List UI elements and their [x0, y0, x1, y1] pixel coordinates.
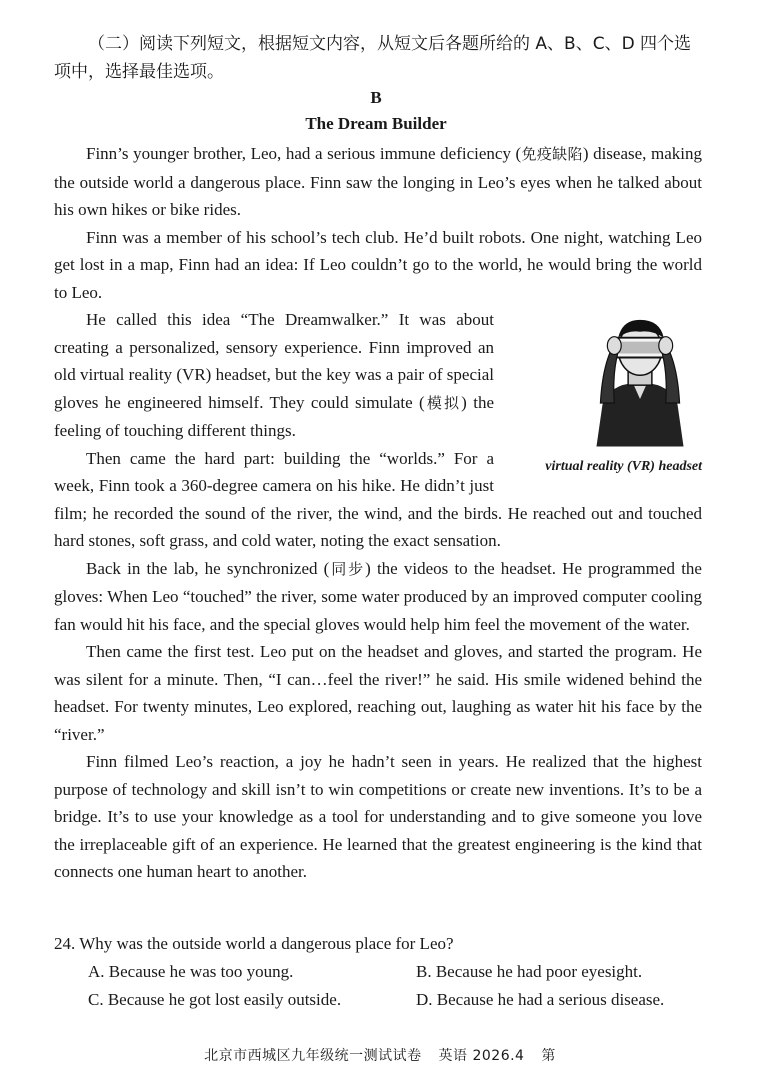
question-24 [54, 930, 714, 1014]
passage-body [54, 140, 702, 886]
figure-caption: virtual reality (VR) headset [545, 458, 702, 474]
paragraph-2: Finn was a member of his school’s tech club. He’d built robots. One night, watching Leo get lost in a map, Finn had an idea: If Leo couldn’t go to the world, he would bring the world to Leo. [54, 227, 702, 302]
question-stem: 24. Why was the outside world a dangerous place for Leo? [54, 934, 454, 953]
paragraph-5: Back in the lab, he synchronized (同步) the videos to the headset. He programmed the gloves: When Leo “touched” the river, some water produced by an improved computer cooling fan would hit his face, and the special gloves would help him feel the movement of the water. [54, 558, 702, 634]
paragraph-7: Finn filmed Leo’s reaction, a joy he hadn’t seen in years. He realized that the highest purpose of technology and skill isn’t to win competitions or create new inventions. It’s to be a bridge. It’s to use your knowledge as a tool for understanding and to give someone you love the irreplaceable gift of an experience. He learned that the greatest engineering is the kind that connects one human heart to another. [54, 752, 702, 881]
vr-figure [516, 308, 702, 480]
footer-exam-name: 北京市西城区九年级统一测试试卷 [204, 1048, 422, 1064]
section-instruction: （二）阅读下列短文，根据短文内容，从短文后各题所给的 A、B、C、D 四个选项中，选择最佳选项。 [54, 34, 692, 82]
vr-headset-illustration [592, 308, 688, 447]
answer-options [88, 958, 714, 1014]
paragraph-3: virtual reality (VR) headset He called this idea “The Dreamwalker.” It was about creating a personalized, sensory experience. Finn improved an old virtual reality (VR) headset, but the key was a pair of special gloves he engineered himself. They could simulate (模拟) the feeling of touching different things. [54, 306, 702, 445]
page-footer [0, 1045, 760, 1065]
footer-subject: 英语 2026.4 [438, 1048, 525, 1064]
footer-page-label: 第 [541, 1048, 556, 1064]
paragraph-6: Then came the first test. Leo put on the headset and gloves, and started the program. He was silent for a minute. Then, “I can…feel the river!” he said. His smile widened behind the headset. For twenty minutes, Leo explored, reaching out, laughing as water hit his face by the “river.” [54, 642, 702, 744]
paragraph-4: Then came the hard part: building the “worlds.” For a week, Finn took a 360-degree camera on his hike. He didn’t just film; he recorded the sound of the river, the wind, and the birds. He reached out and touched hard stones, soft grass, and cold water, noting the exact sensation. [54, 448, 702, 550]
option-a[interactable]: A. Because he was too young. [88, 962, 294, 981]
passage-title: The Dream Builder [305, 114, 447, 133]
option-c[interactable]: C. Because he got lost easily outside. [88, 990, 342, 1009]
passage-label: B [370, 88, 382, 107]
paragraph-1: Finn’s younger brother, Leo, had a serious immune deficiency (免疫缺陷) disease, making the outside world a dangerous place. Finn saw the longing in Leo’s eyes when he talked about his own hikes or bike rides. [54, 144, 702, 219]
option-b[interactable]: B. Because he had poor eyesight. [416, 962, 643, 981]
option-d[interactable]: D. Because he had a serious disease. [416, 990, 665, 1009]
